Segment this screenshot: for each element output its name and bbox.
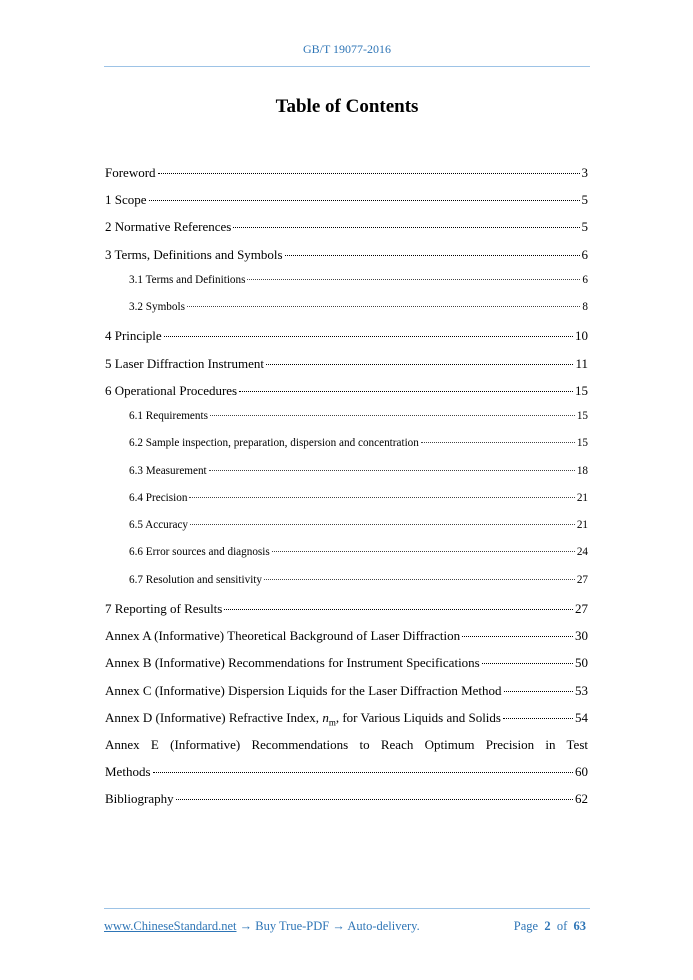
toc-entry[interactable] xyxy=(105,383,588,410)
toc-entry-label: Annex B (Informative) Recommendations for Instrument Specifications xyxy=(105,655,480,671)
toc-entry-label: 3 Terms, Definitions and Symbols xyxy=(105,246,283,262)
toc-dot-leader xyxy=(149,200,580,201)
footer-promo xyxy=(104,919,420,934)
toc-entry-page: 30 xyxy=(575,628,588,644)
toc-entry-label: Bibliography xyxy=(105,791,174,807)
page-title: Table of Contents xyxy=(275,96,419,117)
toc-entry-label: 6.7 Resolution and sensitivity xyxy=(129,573,263,586)
toc-entry-page: 21 xyxy=(576,491,588,504)
toc-entry-page: 18 xyxy=(576,464,588,477)
toc-entry-page: 6 xyxy=(582,273,588,286)
toc-dot-leader xyxy=(482,663,573,664)
toc-entry[interactable] xyxy=(105,274,588,301)
toc-entry-annex-d[interactable] xyxy=(105,710,588,737)
toc-dot-leader xyxy=(187,306,580,307)
toc-dot-leader xyxy=(264,579,575,580)
toc-entry-bibliography[interactable] xyxy=(105,791,588,818)
toc-entry-page: 50 xyxy=(575,655,588,671)
toc-dot-leader xyxy=(272,551,575,552)
toc-dot-leader xyxy=(210,415,575,416)
footer-rule xyxy=(104,908,590,909)
toc-dot-leader xyxy=(190,524,575,525)
toc-entry-label: Annex C (Informative) Dispersion Liquids for the Laser Diffraction Method xyxy=(105,682,502,698)
toc-entry-label: 6.5 Accuracy xyxy=(129,519,189,532)
toc-entry[interactable] xyxy=(105,574,588,601)
toc-entry-label: 6.2 Sample inspection, preparation, dispersion and concentration xyxy=(129,437,419,450)
toc-entry-page: 60 xyxy=(575,764,588,780)
toc-entry-label: 4 Principle xyxy=(105,328,162,344)
toc-entry-page: 15 xyxy=(576,409,588,422)
toc-entry[interactable] xyxy=(105,301,588,328)
buy-pdf-link[interactable]: Buy True-PDF xyxy=(255,919,330,933)
toc-entry-label: 3.2 Symbols xyxy=(129,301,185,314)
toc-entry[interactable] xyxy=(105,492,588,519)
toc-entry-label: 6.4 Precision xyxy=(129,491,188,504)
toc-entry-label: 1 Scope xyxy=(105,192,147,208)
toc-entry[interactable] xyxy=(105,519,588,546)
toc-dot-leader xyxy=(285,255,580,256)
toc-dot-leader xyxy=(503,718,573,719)
toc-entry-annex-e-line2[interactable] xyxy=(105,764,588,791)
toc-entry-page: 27 xyxy=(575,600,588,616)
toc-entry-page: 3 xyxy=(581,165,588,180)
toc-entry-page: 24 xyxy=(576,546,588,559)
toc-entry[interactable] xyxy=(105,601,588,628)
toc-dot-leader xyxy=(176,799,573,800)
arrow-right-icon: → xyxy=(332,919,345,933)
toc-entry-label: Foreword xyxy=(105,165,156,180)
toc-entry-label: 6.1 Requirements xyxy=(129,409,208,422)
toc-dot-leader xyxy=(421,442,575,443)
toc-entry-label: Annex D (Informative) Refractive Index, $n_m$, for Various Liquids and Solids xyxy=(105,709,501,728)
header-rule xyxy=(104,66,590,67)
toc-entry[interactable] xyxy=(105,356,588,383)
toc-entry-page: 5 xyxy=(581,192,588,208)
toc-entry[interactable] xyxy=(105,437,588,464)
toc-entry-label: Annex A (Informative) Theoretical Background of Laser Diffraction xyxy=(105,628,461,644)
toc-entry[interactable] xyxy=(105,465,588,492)
toc-entry-page: 15 xyxy=(575,382,588,398)
toc-entry-page: 6 xyxy=(581,246,588,262)
toc-dot-leader xyxy=(462,636,573,637)
running-header: GB/T 19077-2016 xyxy=(302,42,392,56)
toc-dot-leader xyxy=(504,691,573,692)
toc-entry-label: Methods xyxy=(105,764,151,780)
toc-dot-leader xyxy=(247,279,580,280)
toc-entry-page: 21 xyxy=(576,519,588,532)
toc-entry[interactable] xyxy=(105,192,588,219)
toc-entry-page: 5 xyxy=(581,219,588,235)
page-number: Page 2 of 63 xyxy=(513,919,586,933)
toc-entry-page: 8 xyxy=(582,301,588,314)
toc-entry-label: 6 Operational Procedures xyxy=(105,382,238,398)
toc-entry[interactable] xyxy=(105,683,588,710)
toc-dot-leader xyxy=(153,772,574,773)
toc-dot-leader xyxy=(233,227,579,228)
toc-dot-leader xyxy=(158,173,580,174)
table-of-contents xyxy=(105,165,588,818)
toc-entry-label: 7 Reporting of Results xyxy=(105,600,223,616)
toc-dot-leader xyxy=(209,470,575,471)
toc-entry-label: 6.6 Error sources and diagnosis xyxy=(129,546,270,559)
toc-entry-page: 27 xyxy=(576,573,588,586)
arrow-right-icon: → xyxy=(239,919,253,933)
toc-dot-leader xyxy=(239,391,573,392)
website-link[interactable]: www.ChineseStandard.net xyxy=(104,919,237,933)
toc-dot-leader xyxy=(189,497,574,498)
toc-entry[interactable] xyxy=(105,328,588,355)
toc-entry-label: 5 Laser Diffraction Instrument xyxy=(105,355,264,371)
toc-entry[interactable] xyxy=(105,165,588,192)
toc-entry-page: 11 xyxy=(575,355,588,371)
toc-dot-leader xyxy=(224,609,573,610)
toc-entry[interactable] xyxy=(105,546,588,573)
toc-entry-annex-e-line1[interactable]: Annex E (Informative) Recommendations to Reach Optimum Precision in Test xyxy=(105,736,588,752)
toc-entry[interactable] xyxy=(105,655,588,682)
toc-entry-label: 3.1 Terms and Definitions xyxy=(129,273,246,286)
toc-entry-page: 62 xyxy=(575,791,588,807)
toc-dot-leader xyxy=(164,336,573,337)
toc-entry-page: 15 xyxy=(576,437,588,450)
toc-entry-page: 54 xyxy=(575,709,588,725)
toc-entry-label: 2 Normative References xyxy=(105,219,232,235)
delivery-text: Auto-delivery. xyxy=(347,919,420,933)
toc-entry[interactable] xyxy=(105,628,588,655)
toc-entry[interactable] xyxy=(105,247,588,274)
toc-entry-label: 6.3 Measurement xyxy=(129,464,207,477)
toc-dot-leader xyxy=(266,364,574,365)
toc-entry[interactable] xyxy=(105,410,588,437)
toc-entry[interactable] xyxy=(105,219,588,246)
toc-entry-page: 10 xyxy=(575,328,588,344)
toc-entry-page: 53 xyxy=(575,682,588,698)
page-footer xyxy=(104,919,586,934)
